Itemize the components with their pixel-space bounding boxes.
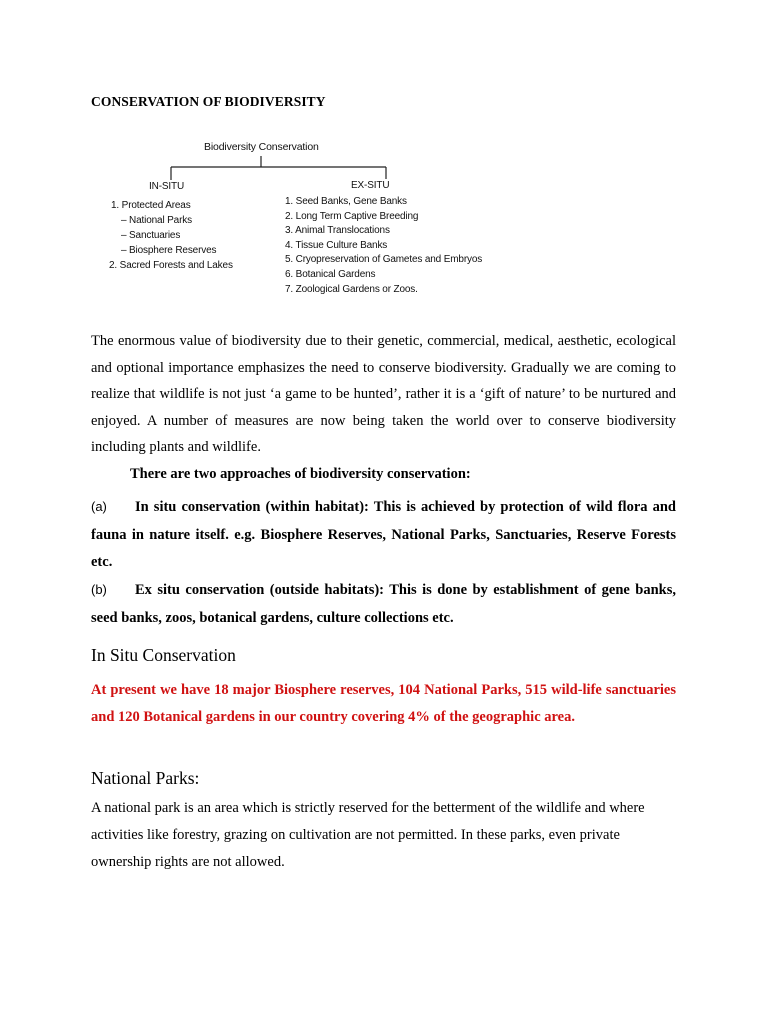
in-situ-item: – Biosphere Reserves [121, 245, 217, 256]
document-title: CONSERVATION OF BIODIVERSITY [91, 94, 326, 109]
ex-situ-label: EX-SITU [351, 180, 390, 191]
ex-situ-item: 6. Botanical Gardens [285, 268, 376, 280]
ex-situ-list [285, 195, 482, 297]
in-situ-item: 2. Sacred Forests and Lakes [109, 260, 233, 271]
intro-paragraph: The enormous value of biodiversity due to their genetic, commercial, medical, aesthetic, ecological and optional importance emphasizes the need to conserve biodiversity. Gradually we are coming to realize that wildlife is not just ‘a game to be hunted’, rather it is a ‘gift of nature’ to be nurtured and enjoyed. A number of measures are now being taken the world over to conserve biodiversity including plants and wildlife. [91, 333, 676, 455]
paragraph-line: ownership rights are not allowed. [91, 854, 285, 870]
diagram-root-label: Biodiversity Conservation [204, 141, 319, 153]
approach-marker: (b) [91, 582, 107, 597]
approach-item-b [91, 576, 676, 632]
approach-text: Ex situ conservation (outside habitats): This is done by establishment of gene banks, seed banks, zoos, botanical gardens, culture collections etc. [91, 582, 676, 626]
in-situ-item: – National Parks [121, 215, 192, 226]
in-situ-list [111, 198, 233, 273]
paragraph-line: A national park is an area which is strictly reserved for the betterment of the wildlife and where [91, 800, 645, 816]
approaches-heading: There are two approaches of biodiversity conservation: [130, 466, 471, 482]
approach-text: In situ conservation (within habitat): This is achieved by protection of wild flora and fauna in nature itself. e.g. Biosphere Reserves, National Parks, Sanctuaries, Reserve Forests etc. [91, 499, 676, 570]
approach-item-a [91, 493, 676, 577]
national-parks-paragraph [91, 795, 681, 876]
in-situ-item: 1. Protected Areas [111, 200, 191, 211]
ex-situ-item: 2. Long Term Captive Breeding [285, 210, 419, 222]
in-situ-label: IN-SITU [149, 181, 185, 192]
paragraph-line: activities like forestry, grazing on cultivation are not permitted. In these parks, even private [91, 827, 620, 843]
ex-situ-item: 7. Zoological Gardens or Zoos. [285, 283, 418, 295]
approach-marker: (a) [91, 499, 107, 514]
in-situ-heading: In Situ Conservation [91, 645, 236, 665]
conservation-diagram [96, 128, 516, 308]
ex-situ-item: 4. Tissue Culture Banks [285, 239, 388, 251]
in-situ-item: – Sanctuaries [121, 230, 181, 241]
in-situ-highlight: At present we have 18 major Biosphere reserves, 104 National Parks, 515 wild-life sanctuaries and 120 Botanical gardens in our country covering 4% of the geographic area. [91, 682, 676, 725]
ex-situ-item: 3. Animal Translocations [285, 225, 390, 237]
national-parks-heading: National Parks: [91, 768, 200, 788]
ex-situ-item: 1. Seed Banks, Gene Banks [285, 196, 407, 207]
ex-situ-item: 5. Cryopreservation of Gametes and Embryos [285, 254, 483, 266]
